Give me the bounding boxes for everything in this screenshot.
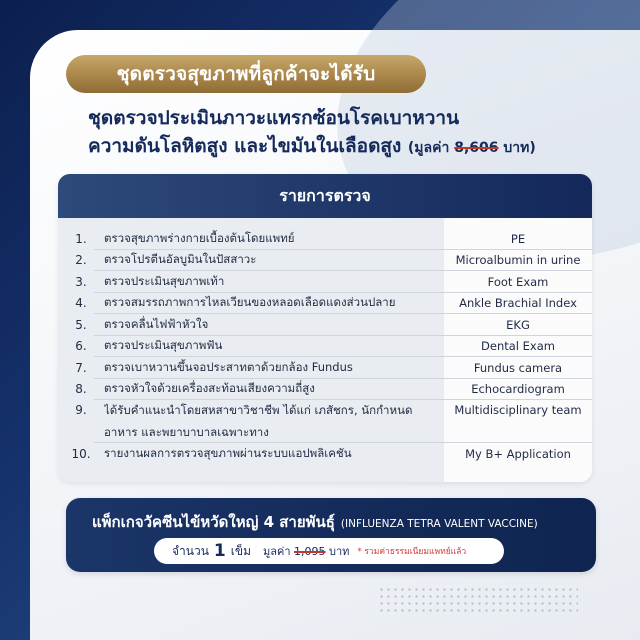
table-row (58, 443, 592, 465)
row-english-label: EKG (506, 317, 530, 332)
row-number: 2. (75, 253, 87, 268)
headline-line-2 (88, 132, 608, 162)
price-value: 8,606 (454, 140, 499, 156)
vaccine-price-label: มูลค่า (262, 545, 295, 558)
vaccine-qty-label: จำนวน (172, 543, 209, 558)
package-price (408, 140, 536, 156)
price-suffix: บาท) (498, 140, 536, 156)
row-thai-label: ตรวจประเมินสุขภาพฟัน (104, 338, 223, 353)
table-title: รายการตรวจ (58, 174, 592, 218)
row-thai-label: ตรวจประเมินสุขภาพเท้า (104, 273, 225, 288)
table-row (58, 400, 592, 443)
package-title-pill: ชุดตรวจสุขภาพที่ลูกค้าจะได้รับ (66, 55, 426, 93)
row-english-label: My B+ Application (465, 446, 571, 461)
table-body (58, 218, 592, 465)
table-row (58, 228, 592, 250)
vaccine-title (92, 510, 538, 534)
row-number: 7. (75, 360, 87, 375)
vaccine-note: * รวมค่าธรรมเนียมแพทย์แล้ว (357, 547, 467, 557)
row-thai-label: ตรวจโปรตีนอัลบูมินในปัสสาวะ (104, 252, 257, 267)
row-english-label: Foot Exam (487, 274, 549, 289)
row-number: 9. (75, 403, 87, 417)
row-number: 5. (75, 317, 87, 332)
vaccine-unit: เข็ม (230, 543, 251, 558)
row-number: 4. (75, 296, 87, 311)
row-number: 6. (75, 339, 87, 354)
decorative-dot-grid (378, 586, 578, 614)
package-headline (88, 104, 608, 162)
row-thai-label: ตรวจสุขภาพร่างกายเบื้องต้นโดยแพทย์ (104, 230, 295, 245)
row-thai-label: ได้รับคำแนะนำโดยสหสาขาวิชาชีพ ได้แก่ เภสัชกร, นักกำหนดอาหาร และพยาบาบาลเฉพาะทาง (104, 403, 413, 439)
vaccine-title-english: (INFLUENZA TETRA VALENT VACCINE) (340, 518, 538, 530)
row-english-label: Ankle Brachial Index (459, 296, 577, 311)
row-english-label: Dental Exam (481, 339, 555, 354)
vaccine-price-suffix: บาท (325, 545, 350, 558)
row-english-label: Echocardiogram (471, 382, 565, 397)
table-row (58, 271, 592, 293)
table-row (58, 357, 592, 379)
vaccine-detail-pill (154, 538, 504, 564)
table-row (58, 336, 592, 358)
table-row (58, 293, 592, 315)
vaccine-price (263, 542, 349, 560)
row-english-label: Multidisciplinary team (454, 403, 582, 417)
table-row (58, 379, 592, 401)
row-english-label: Fundus camera (473, 360, 563, 375)
row-number: 1. (75, 231, 87, 246)
row-thai-label: ตรวจสมรรถภาพการไหลเวียนของหลอดเลือดแดงส่วนปลาย (104, 295, 396, 310)
table-row (58, 250, 592, 272)
row-english-label: PE (510, 231, 526, 246)
table-row (58, 314, 592, 336)
headline-line-1: ชุดตรวจประเมินภาวะแทรกซ้อนโรคเบาหวาน (88, 107, 460, 129)
exam-list-table (58, 174, 592, 482)
row-english-label: Microalbumin in urine (455, 253, 581, 268)
row-thai-label: ตรวจคลื่นไฟฟ้าหัวใจ (104, 316, 209, 331)
row-thai-label: ตรวจเบาหวานขึ้นจอประสาทตาด้วยกล้อง Fundus (104, 359, 353, 374)
vaccine-qty: 1 (213, 541, 226, 561)
row-number: 8. (75, 382, 87, 397)
row-thai-label: รายงานผลการตรวจสุขภาพผ่านระบบแอปพลิเคชัน (104, 445, 352, 460)
vaccine-price-value: 1,095 (294, 545, 326, 558)
row-number: 3. (75, 274, 87, 289)
price-prefix: (มูลค่า (407, 140, 455, 156)
row-number: 10. (71, 446, 91, 461)
row-thai-label: ตรวจหัวใจด้วยเครื่องสะท้อนเสียงความถี่สูง (104, 381, 315, 396)
headline-line-2-text: ความดันโลหิตสูง และไขมันในเลือดสูง (88, 135, 402, 157)
vaccine-card (66, 498, 596, 572)
vaccine-title-thai: แพ็กเกจวัคซีนไข้หวัดใหญ่ 4 สายพันธุ์ (92, 513, 335, 531)
